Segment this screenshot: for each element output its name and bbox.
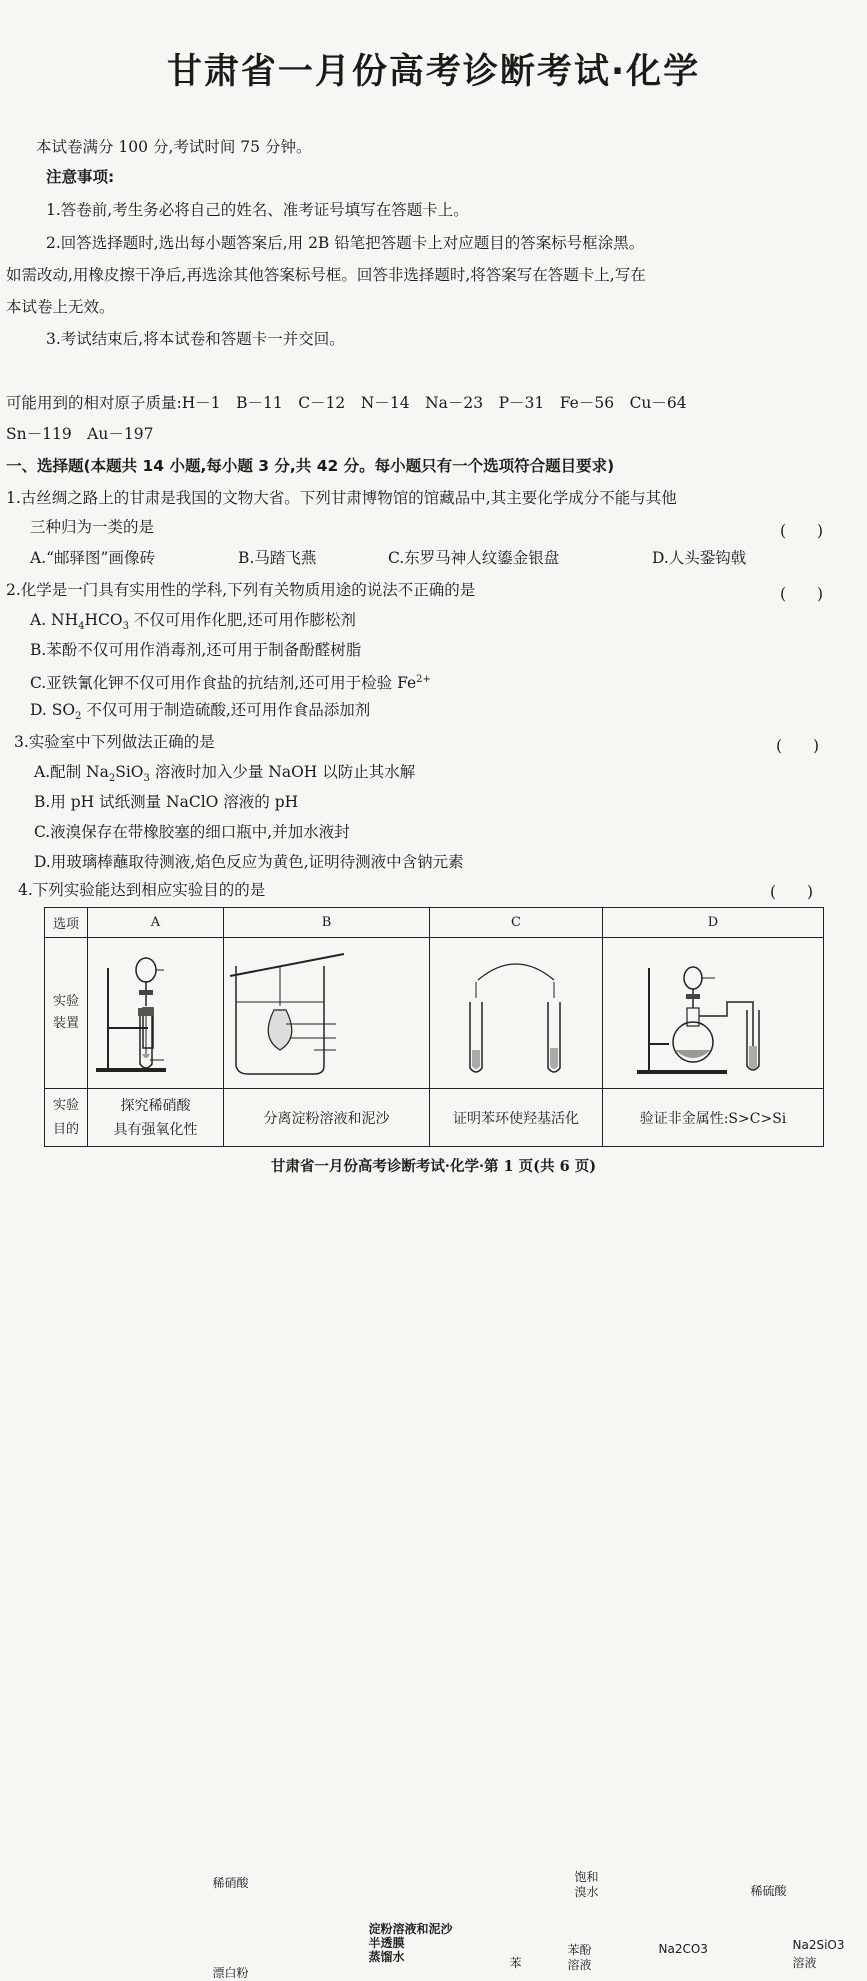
q1-option-b: B.马踏飞燕: [238, 549, 317, 567]
label-c-phenol-2: 溶液: [567, 1957, 592, 1972]
header-b: B: [224, 908, 430, 938]
purpose-d: 验证非金属性:S>C>Si: [603, 1089, 824, 1147]
label-d-acid: 稀硫酸: [750, 1883, 787, 1898]
q3-option-b: B.用 pH 试纸测量 NaClO 溶液的 pH: [34, 793, 299, 811]
page-title: 甘肃省一月份高考诊断考试·化学: [166, 52, 701, 92]
label-a-powder: 漂白粉: [212, 1965, 249, 1980]
row-apparatus-head: 实验装置: [45, 938, 88, 1089]
q3-option-c: C.液溴保存在带橡胶塞的细口瓶中,并加水液封: [34, 823, 350, 841]
header-d: D: [603, 908, 824, 938]
q3-stem: 3.实验室中下列做法正确的是: [14, 733, 215, 751]
q4-stem: 4.下列实验能达到相应实验目的的是: [18, 881, 266, 899]
atomic-mass-line1: 可能用到的相对原子质量:H－1 B－11 C－12 N－14 Na－23 P－31 Fe－56 Cu－64: [6, 394, 687, 412]
q1-option-d: D.人头銎钩戟: [652, 549, 747, 567]
q2-option-d: D. $SO_2$ 不仅可用于制造硫酸,还可用作食品添加剂: [30, 701, 371, 723]
label-c-top-1: 饱和: [574, 1869, 599, 1884]
apparatus-b-diagram: [224, 938, 429, 1084]
label-d-solution: 溶液: [792, 1955, 817, 1970]
apparatus-c-diagram: [430, 938, 602, 1084]
notice-2c: 本试卷上无效。: [6, 298, 115, 316]
header-a: A: [88, 908, 224, 938]
label-c-benzene: 苯: [509, 1955, 522, 1970]
purpose-b: 分离淀粉溶液和泥沙: [224, 1089, 430, 1147]
notice-2b: 如需改动,用橡皮擦干净后,再选涂其他答案标号框。回答非选择题时,将答案写在答题卡上,写在: [6, 266, 646, 284]
apparatus-d-diagram: [603, 938, 823, 1084]
atomic-mass-line2: Sn－119 Au－197: [6, 425, 154, 443]
q2-option-a: A. $NH_4HCO_3$ 不仅可用作化肥,还可用作膨松剂: [30, 611, 356, 633]
page-footer: 甘肃省一月份高考诊断考试·化学·第 1 页(共 6 页): [270, 1158, 597, 1175]
label-c-phenol-1: 苯酚: [567, 1942, 592, 1957]
label-b-3: 蒸馏水: [368, 1949, 405, 1964]
q2-stem: 2.化学是一门具有实用性的学科,下列有关物质用途的说法不正确的是: [6, 581, 476, 599]
notice-1: 1.答卷前,考生务必将自己的姓名、准考证号填写在答题卡上。: [46, 201, 469, 219]
q1-option-a: A.“邮驿图”画像砖: [30, 549, 155, 567]
section-heading: 一、选择题(本题共 14 小题,每小题 3 分,共 42 分。每小题只有一个选项符合题目要求): [6, 457, 615, 475]
notice-label: 注意事项:: [46, 168, 115, 186]
notice-2a: 2.回答选择题时,选出每小题答案后,用 2B 铅笔把答题卡上对应题目的答案标号框涂黑。: [46, 234, 645, 252]
q3-option-a: A.配制 $Na_2SiO_3$ 溶液时加入少量 NaOH 以防止其水解: [34, 763, 416, 785]
q2-answer-blank[interactable]: ( ): [780, 585, 824, 603]
label-a-acid: 稀硝酸: [212, 1875, 249, 1890]
apparatus-a-diagram: [88, 938, 223, 1084]
label-d-na2co3: Na2CO3: [658, 1941, 708, 1956]
q2-option-c: C.亚铁氰化钾不仅可用作食盐的抗结剂,还可用于检验 $Fe^{2+}$: [30, 674, 431, 693]
header-option: 选项: [45, 908, 88, 938]
q2-option-b: B.苯酚不仅可用作消毒剂,还可用于制备酚醛树脂: [30, 641, 362, 659]
row-purpose-head: 实验目的: [45, 1089, 88, 1147]
q1-stem-1: 1.古丝绸之路上的甘肃是我国的文物大省。下列甘肃博物馆的馆藏品中,其主要化学成分不能与其他: [6, 489, 677, 507]
label-b-2: 半透膜: [368, 1935, 405, 1950]
q3-option-d: D.用玻璃棒蘸取待测液,焰色反应为黄色,证明待测液中含钠元素: [34, 853, 464, 871]
label-c-top-2: 溴水: [574, 1884, 599, 1899]
purpose-c: 证明苯环使羟基活化: [430, 1089, 603, 1147]
label-b-1: 淀粉溶液和泥沙: [368, 1921, 453, 1936]
q1-answer-blank[interactable]: ( ): [780, 522, 824, 540]
q1-option-c: C.东罗马神人纹鎏金银盘: [388, 549, 560, 567]
q3-answer-blank[interactable]: ( ): [776, 737, 820, 755]
purpose-a: 探究稀硝酸 具有强氧化性: [88, 1089, 224, 1147]
q4-answer-blank[interactable]: ( ): [770, 883, 814, 901]
header-c: C: [430, 908, 603, 938]
notice-3: 3.考试结束后,将本试卷和答题卡一并交回。: [46, 330, 345, 348]
q1-stem-2: 三种归为一类的是: [30, 518, 155, 536]
exam-info: 本试卷满分 100 分,考试时间 75 分钟。: [36, 138, 312, 156]
label-d-na2sio3: Na2SiO3: [792, 1937, 845, 1952]
